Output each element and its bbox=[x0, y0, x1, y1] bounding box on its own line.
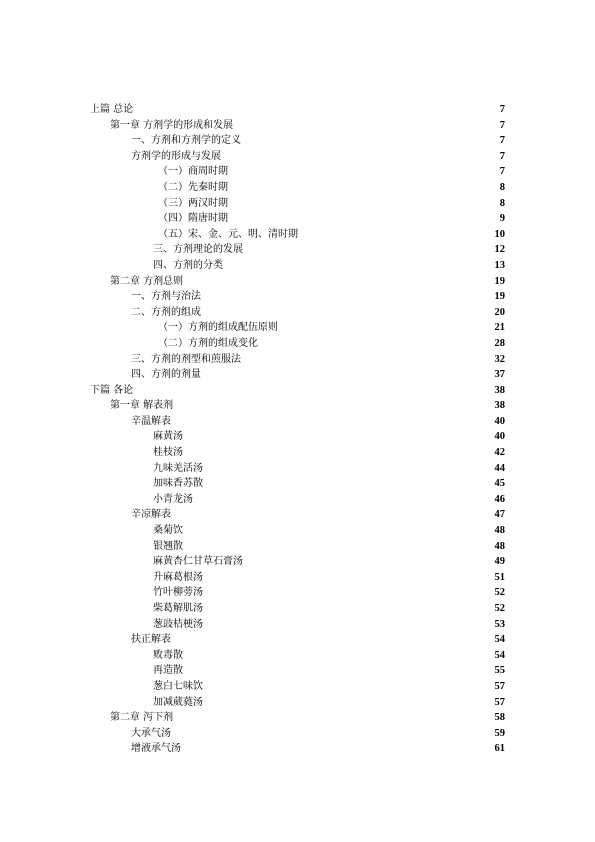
toc-entry-title: 桂枝汤 bbox=[153, 447, 183, 459]
toc-entry-page-number: 7 bbox=[499, 166, 505, 178]
toc-entry-title: 加味香苏散 bbox=[153, 478, 203, 490]
toc-entry bbox=[0, 476, 595, 492]
toc-entry bbox=[0, 118, 595, 134]
toc-entry bbox=[0, 274, 595, 290]
toc-entry bbox=[0, 164, 595, 180]
toc-entry bbox=[0, 741, 595, 757]
toc-entry-title: 大承气汤 bbox=[131, 727, 171, 739]
toc-entry bbox=[0, 523, 595, 539]
toc-entry bbox=[0, 242, 595, 258]
toc-entry-title: 小青龙汤 bbox=[153, 493, 193, 505]
toc-entry-page-number: 46 bbox=[494, 493, 505, 505]
toc-entry-page-number: 8 bbox=[499, 181, 505, 193]
toc-entry bbox=[0, 180, 595, 196]
toc-entry bbox=[0, 305, 595, 321]
toc-entry bbox=[0, 492, 595, 508]
toc-entry-title: 四、方剂的剂量 bbox=[131, 369, 201, 381]
table-of-contents bbox=[0, 102, 595, 757]
toc-entry bbox=[0, 648, 595, 664]
toc-entry-page-number: 48 bbox=[494, 525, 505, 537]
toc-entry bbox=[0, 445, 595, 461]
toc-entry-page-number: 54 bbox=[494, 634, 505, 646]
toc-entry bbox=[0, 632, 595, 648]
toc-entry-title: 一、方剂和方剂学的定义 bbox=[131, 135, 241, 147]
toc-entry-page-number: 61 bbox=[494, 743, 505, 755]
toc-entry bbox=[0, 663, 595, 679]
toc-entry-page-number: 42 bbox=[494, 447, 505, 459]
toc-entry-page-number: 40 bbox=[494, 431, 505, 443]
toc-entry bbox=[0, 367, 595, 383]
toc-entry-title: 败毒散 bbox=[153, 649, 183, 661]
toc-entry bbox=[0, 617, 595, 633]
toc-entry-title: 增液承气汤 bbox=[131, 743, 181, 755]
toc-entry-page-number: 21 bbox=[494, 322, 505, 334]
toc-entry bbox=[0, 149, 595, 165]
toc-entry-title: （二）方剂的组成变化 bbox=[158, 337, 258, 349]
toc-entry bbox=[0, 429, 595, 445]
toc-entry bbox=[0, 601, 595, 617]
toc-entry bbox=[0, 133, 595, 149]
toc-entry-page-number: 19 bbox=[494, 275, 505, 287]
toc-entry-title: （五）宋、金、元、明、清时期 bbox=[158, 228, 298, 240]
toc-entry-title: 九味羌活汤 bbox=[153, 462, 203, 474]
toc-entry-title: （一）商周时期 bbox=[158, 166, 228, 178]
toc-entry-title: 一、方剂与治法 bbox=[131, 291, 201, 303]
toc-entry bbox=[0, 726, 595, 742]
toc-entry-title: 柴葛解肌汤 bbox=[153, 603, 203, 614]
toc-entry-page-number: 37 bbox=[494, 369, 505, 381]
toc-entry-page-number: 8 bbox=[499, 197, 505, 209]
toc-entry-page-number: 53 bbox=[494, 618, 505, 630]
toc-entry bbox=[0, 227, 595, 243]
toc-entry bbox=[0, 398, 595, 414]
toc-entry-page-number: 44 bbox=[494, 462, 505, 474]
toc-entry-page-number: 19 bbox=[494, 291, 505, 303]
toc-entry-title: 二、方剂的组成 bbox=[131, 306, 201, 318]
toc-entry-title: （二）先秦时期 bbox=[158, 181, 228, 193]
toc-entry-page-number: 13 bbox=[494, 259, 505, 271]
toc-entry-page-number: 7 bbox=[499, 135, 505, 147]
toc-entry-title: 葱白七味饮 bbox=[153, 680, 203, 692]
toc-entry-title: 上篇 总论 bbox=[90, 104, 134, 115]
toc-entry bbox=[0, 289, 595, 305]
toc-entry bbox=[0, 679, 595, 695]
toc-entry-page-number: 40 bbox=[494, 415, 505, 427]
toc-entry-title: 方剂学的形成与发展 bbox=[131, 150, 221, 162]
toc-entry-page-number: 9 bbox=[499, 213, 505, 225]
toc-entry-page-number: 38 bbox=[494, 384, 505, 396]
toc-entry-page-number: 10 bbox=[494, 228, 505, 240]
toc-entry-page-number: 45 bbox=[494, 478, 505, 490]
toc-entry bbox=[0, 695, 595, 711]
toc-entry-title: 扶正解表 bbox=[131, 634, 171, 646]
toc-entry-title: 桑菊饮 bbox=[153, 525, 183, 537]
toc-entry-title: 第二章 方剂总则 bbox=[110, 275, 184, 287]
toc-entry bbox=[0, 570, 595, 586]
toc-entry-page-number: 20 bbox=[494, 306, 505, 318]
toc-entry-page-number: 48 bbox=[494, 540, 505, 552]
toc-entry-title: （四）隋唐时期 bbox=[158, 213, 228, 225]
toc-entry-page-number: 7 bbox=[499, 104, 505, 115]
toc-entry-page-number: 57 bbox=[494, 696, 505, 708]
toc-entry-title: 第一章 方剂学的形成和发展 bbox=[110, 119, 234, 131]
toc-entry-title: 三、方剂的剂型和煎服法 bbox=[131, 353, 241, 365]
toc-entry-title: 竹叶柳蒡汤 bbox=[153, 587, 203, 599]
toc-entry bbox=[0, 414, 595, 430]
toc-entry-page-number: 47 bbox=[494, 509, 505, 521]
toc-entry-title: 加减葳蕤汤 bbox=[153, 696, 203, 708]
toc-entry-page-number: 51 bbox=[494, 571, 505, 583]
toc-entry-title: 三、方剂理论的发展 bbox=[153, 244, 243, 256]
toc-entry-title: 辛凉解表 bbox=[131, 509, 171, 521]
toc-entry-title: 第一章 解表剂 bbox=[110, 400, 174, 412]
toc-entry bbox=[0, 211, 595, 227]
toc-entry-page-number: 54 bbox=[494, 649, 505, 661]
toc-entry-title: 辛温解表 bbox=[131, 415, 171, 427]
toc-entry-page-number: 7 bbox=[499, 150, 505, 162]
toc-entry bbox=[0, 258, 595, 274]
toc-entry bbox=[0, 710, 595, 726]
toc-entry-page-number: 55 bbox=[494, 665, 505, 677]
toc-entry-title: 升麻葛根汤 bbox=[153, 571, 203, 583]
toc-entry-page-number: 32 bbox=[494, 353, 505, 365]
toc-entry-title: （一）方剂的组成配伍原则 bbox=[158, 322, 278, 334]
toc-entry bbox=[0, 461, 595, 477]
toc-entry-page-number: 57 bbox=[494, 680, 505, 692]
toc-entry-title: 银翘散 bbox=[153, 540, 183, 552]
toc-entry-page-number: 38 bbox=[494, 400, 505, 412]
toc-entry-title: 麻黄杏仁甘草石膏汤 bbox=[153, 556, 243, 568]
toc-entry bbox=[0, 102, 595, 118]
toc-entry-page-number: 59 bbox=[494, 727, 505, 739]
toc-entry-title: 再造散 bbox=[153, 665, 183, 677]
toc-entry-title: 下篇 各论 bbox=[90, 384, 134, 396]
toc-entry-title: 麻黄汤 bbox=[153, 431, 183, 443]
toc-entry-title: 四、方剂的分类 bbox=[153, 259, 223, 271]
toc-entry-page-number: 52 bbox=[494, 587, 505, 599]
toc-entry-page-number: 58 bbox=[494, 712, 505, 724]
toc-entry-page-number: 49 bbox=[494, 556, 505, 568]
toc-entry bbox=[0, 585, 595, 601]
toc-entry-page-number: 52 bbox=[494, 603, 505, 614]
toc-entry bbox=[0, 554, 595, 570]
toc-entry bbox=[0, 352, 595, 368]
toc-entry bbox=[0, 507, 595, 523]
toc-entry bbox=[0, 539, 595, 555]
toc-entry-page-number: 7 bbox=[499, 119, 505, 131]
toc-entry bbox=[0, 196, 595, 212]
toc-entry bbox=[0, 383, 595, 399]
toc-entry bbox=[0, 320, 595, 336]
toc-entry-title: 葱豉桔梗汤 bbox=[153, 618, 203, 630]
toc-entry-page-number: 12 bbox=[494, 244, 505, 256]
toc-entry-title: 第二章 泻下剂 bbox=[110, 712, 174, 724]
toc-entry bbox=[0, 336, 595, 352]
toc-entry-title: （三）两汉时期 bbox=[158, 197, 228, 209]
toc-entry-page-number: 28 bbox=[494, 337, 505, 349]
